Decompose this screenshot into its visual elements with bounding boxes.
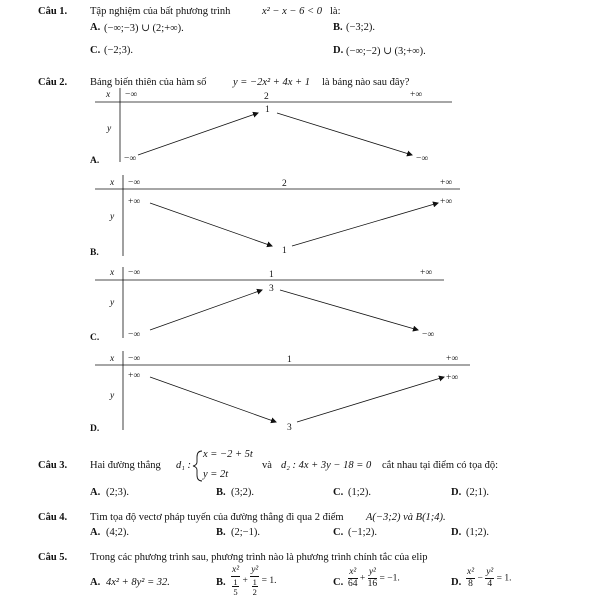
q3-connector: và bbox=[262, 460, 272, 471]
q4-option-b-label: B. bbox=[216, 527, 226, 538]
table-b-x-right: +∞ bbox=[440, 178, 453, 188]
q1-option-b-text: (−3;2). bbox=[346, 22, 375, 33]
table-a-value-left: −∞ bbox=[124, 154, 137, 164]
q5-b-numerator-1: x² bbox=[232, 565, 240, 575]
table-d bbox=[95, 351, 470, 433]
q4-stem: Tìm tọa độ vectơ pháp tuyến của đường thẳng đi qua 2 điểm bbox=[90, 512, 344, 523]
q5-option-b-expression bbox=[231, 566, 277, 597]
table-b-y-label: y bbox=[110, 212, 115, 222]
q1-option-c-text: (−2;3). bbox=[104, 45, 133, 56]
q5-d-denominator-2: 4 bbox=[487, 578, 493, 589]
q5-b-inner-num-1: 1 bbox=[233, 576, 238, 587]
table-a-value-right: −∞ bbox=[416, 154, 429, 164]
q1-option-d-label: D. bbox=[333, 45, 344, 56]
q3-d2-equation: d₂ : 4x + 3y − 18 = 0 bbox=[281, 460, 372, 471]
q5-stem: Trong các phương trình sau, phương trình nào là phương trình chính tắc của elip bbox=[90, 552, 428, 563]
q3-option-d-label: D. bbox=[451, 487, 462, 498]
q3-number: Câu 3. bbox=[38, 460, 68, 471]
q2-tail: là bảng nào sau đây? bbox=[322, 77, 410, 88]
q3-option-c-text: (1;2). bbox=[348, 487, 372, 498]
table-d-value-mid: 3 bbox=[287, 423, 292, 433]
q3-option-b-text: (3;2). bbox=[231, 487, 255, 498]
q4-number: Câu 4. bbox=[38, 512, 68, 523]
q1-stem: Tập nghiệm của bất phương trình bbox=[90, 6, 231, 17]
q2-function: y = −2x² + 4x + 1 bbox=[233, 77, 310, 88]
table-c-arrow-up bbox=[150, 290, 262, 330]
q5-b-inner-num-2: 1 bbox=[252, 576, 257, 587]
q5-d-numerator-1: x² bbox=[467, 567, 475, 577]
table-b bbox=[95, 175, 460, 256]
q5-b-equals: = 1. bbox=[261, 576, 277, 586]
q4-option-a-text: (4;2). bbox=[106, 527, 130, 538]
table-c-value-right: −∞ bbox=[422, 330, 435, 340]
q5-c-denominator-2: 16 bbox=[367, 578, 378, 589]
table-b-option-label: B. bbox=[90, 248, 99, 258]
table-a-x-left: −∞ bbox=[125, 90, 138, 100]
q4-option-d-text: (1;2). bbox=[466, 527, 490, 538]
table-d-arrow-up bbox=[297, 377, 444, 422]
table-a-value-mid: 1 bbox=[265, 105, 270, 115]
table-b-x-label: x bbox=[110, 178, 115, 188]
q5-b-inner-den-2: 2 bbox=[252, 587, 257, 597]
q5-c-numerator-2: y² bbox=[368, 567, 376, 577]
table-b-x-left: −∞ bbox=[128, 178, 141, 188]
q5-d-minus: − bbox=[477, 573, 483, 584]
q5-option-c-expression bbox=[348, 568, 400, 589]
table-c-option-label: C. bbox=[90, 333, 100, 343]
q1-inequality: x² − x − 6 < 0 bbox=[262, 6, 322, 17]
q5-option-a-label: A. bbox=[90, 577, 101, 588]
q5-b-numerator-2: y² bbox=[251, 565, 259, 575]
q3-tail: cắt nhau tại điểm có tọa độ: bbox=[382, 460, 499, 471]
q4-option-c-label: C. bbox=[333, 527, 344, 538]
q5-c-numerator-1: x² bbox=[349, 567, 357, 577]
q3-stem: Hai đường thẳng bbox=[90, 460, 161, 471]
table-d-arrow-down bbox=[150, 377, 276, 422]
q5-c-denominator-1: 64 bbox=[348, 578, 358, 589]
q5-c-plus: + bbox=[359, 573, 366, 584]
table-a-option-label: A. bbox=[90, 156, 100, 166]
table-d-x-left: −∞ bbox=[128, 354, 141, 364]
table-c-arrow-down bbox=[280, 290, 418, 330]
q2-stem: Bảng biến thiên của hàm số bbox=[90, 77, 207, 88]
q1-option-d-text: (−∞;−2) ∪ (3;+∞). bbox=[346, 46, 426, 57]
q4-option-d-label: D. bbox=[451, 527, 462, 538]
q3-d1-label: d₁ : bbox=[176, 460, 192, 471]
table-a-arrow-down bbox=[277, 113, 412, 155]
q5-d-equals: = 1. bbox=[496, 573, 512, 584]
q3-system-line-1: x = −2 + 5t bbox=[203, 449, 253, 460]
table-b-arrow-down bbox=[150, 203, 272, 246]
q5-option-a-text: 4x² + 8y² = 32. bbox=[106, 577, 170, 588]
q3-option-c-label: C. bbox=[333, 487, 344, 498]
table-a-x-mid: 2 bbox=[264, 92, 269, 102]
q5-option-d-label: D. bbox=[451, 577, 462, 588]
table-a bbox=[95, 88, 452, 164]
table-a-x-label: x bbox=[106, 90, 111, 100]
table-d-value-right: +∞ bbox=[446, 373, 459, 383]
q5-b-plus: + bbox=[242, 576, 248, 586]
q5-c-equals: = −1. bbox=[379, 573, 400, 584]
q4-points: A(−3;2) và B(1;4). bbox=[366, 512, 446, 523]
q3-option-b-label: B. bbox=[216, 487, 226, 498]
q1-option-c-label: C. bbox=[90, 45, 101, 56]
table-a-y-label: y bbox=[107, 124, 112, 134]
q3-option-a-text: (2;3). bbox=[106, 487, 130, 498]
table-c-value-left: −∞ bbox=[128, 330, 141, 340]
q5-option-b-label: B. bbox=[216, 577, 226, 588]
q5-number: Câu 5. bbox=[38, 552, 68, 563]
table-c-value-mid: 3 bbox=[269, 284, 274, 294]
q4-option-c-text: (−1;2). bbox=[348, 527, 377, 538]
table-d-x-label: x bbox=[110, 354, 115, 364]
q4-option-b-text: (2;−1). bbox=[231, 527, 260, 538]
table-b-arrow-up bbox=[292, 203, 438, 246]
q1-tail: là: bbox=[330, 6, 341, 17]
table-d-y-label: y bbox=[110, 391, 115, 401]
table-b-value-mid: 1 bbox=[282, 246, 287, 256]
table-d-value-left: +∞ bbox=[128, 371, 141, 381]
table-d-x-right: +∞ bbox=[446, 354, 459, 364]
table-b-x-mid: 2 bbox=[282, 179, 287, 189]
q3-system-brace bbox=[193, 451, 202, 481]
table-b-value-left: +∞ bbox=[128, 197, 141, 207]
table-c-x-left: −∞ bbox=[128, 268, 141, 278]
table-c-x-mid: 1 bbox=[269, 270, 274, 280]
q3-option-d-text: (2;1). bbox=[466, 487, 490, 498]
q1-option-a-text: (−∞;−3) ∪ (2;+∞). bbox=[104, 23, 184, 34]
q5-b-inner-den-1: 5 bbox=[233, 587, 238, 597]
q1-option-a-label: A. bbox=[90, 22, 101, 33]
table-c bbox=[95, 267, 444, 340]
q1-option-b-label: B. bbox=[333, 22, 343, 33]
table-c-x-right: +∞ bbox=[420, 268, 433, 278]
table-c-x-label: x bbox=[110, 268, 115, 278]
q5-d-numerator-2: y² bbox=[486, 567, 494, 577]
q5-option-c-label: C. bbox=[333, 577, 344, 588]
table-a-arrow-up bbox=[138, 113, 258, 155]
q5-d-denominator-1: 8 bbox=[468, 578, 473, 589]
table-a-x-right: +∞ bbox=[410, 90, 423, 100]
q1-number: Câu 1. bbox=[38, 6, 68, 17]
table-d-x-mid: 1 bbox=[287, 355, 292, 365]
q2-number: Câu 2. bbox=[38, 77, 68, 88]
q4-option-a-label: A. bbox=[90, 527, 101, 538]
table-b-value-right: +∞ bbox=[440, 197, 453, 207]
table-d-option-label: D. bbox=[90, 424, 100, 434]
table-c-y-label: y bbox=[110, 298, 115, 308]
q3-system-line-2: y = 2t bbox=[203, 469, 229, 480]
q5-option-d-expression bbox=[466, 568, 512, 589]
q3-option-a-label: A. bbox=[90, 487, 101, 498]
